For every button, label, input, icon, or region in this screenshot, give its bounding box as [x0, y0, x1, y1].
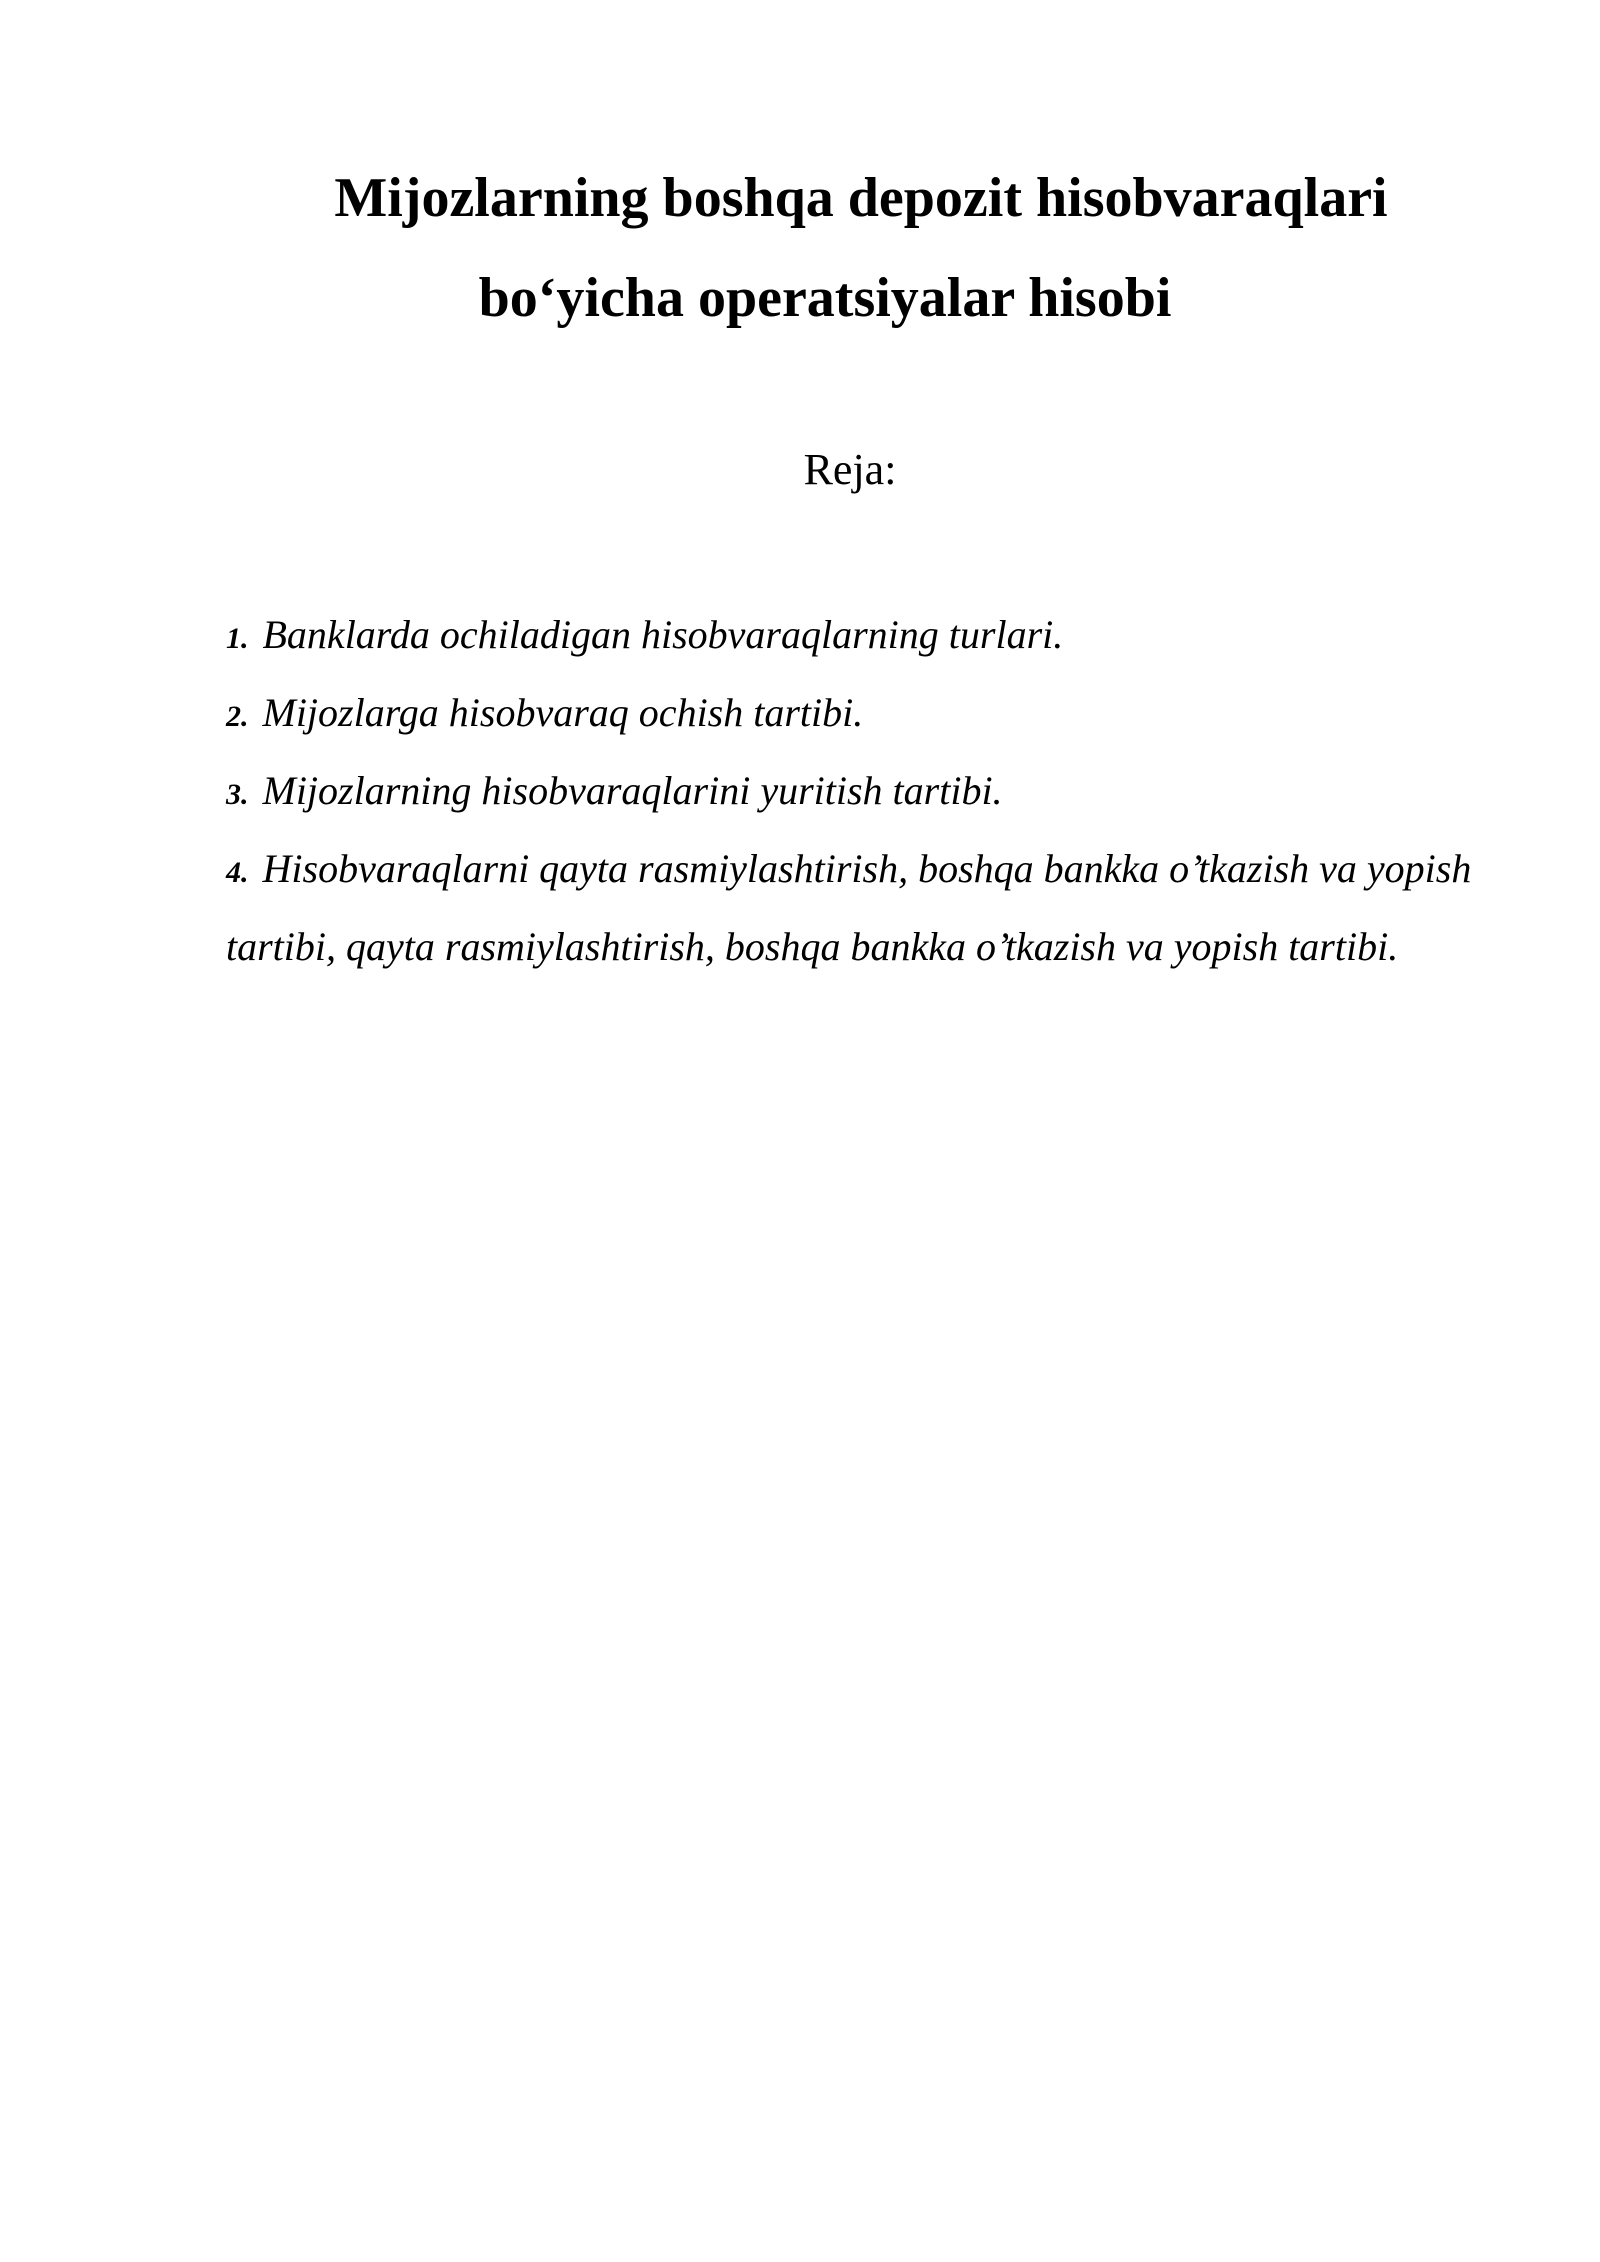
- plan-item-2: [226, 676, 1476, 754]
- plan-list: [226, 598, 1476, 984]
- plan-item-1: [226, 598, 1476, 676]
- document-title: [0, 148, 1600, 348]
- plan-item-number: 3.: [226, 778, 249, 811]
- plan-heading: Reja:: [803, 445, 897, 494]
- plan-item-number: 1.: [226, 622, 249, 655]
- plan-item-text: Mijozlarning hisobvaraqlarini yuritish tartibi.: [262, 768, 1003, 813]
- plan-item-number: 2.: [226, 700, 249, 733]
- plan-item-text: Hisobvaraqlarni qayta rasmiylashtirish, boshqa bankka o’tkazish va yopish tartibi, qayta rasmiylashtirish, boshqa bankka o’tkazish va yopish tartibi.: [226, 846, 1472, 969]
- title-line-1: Mijozlarning boshqa depozit hisobvaraqlari: [334, 167, 1388, 229]
- title-line-2: bo‘yicha operatsiyalar hisobi: [478, 267, 1172, 329]
- plan-item-text: Mijozlarga hisobvaraq ochish tartibi.: [262, 690, 864, 735]
- plan-item-text: Banklarda ochiladigan hisobvaraqlarning turlari.: [262, 612, 1064, 657]
- plan-item-4: [226, 832, 1476, 984]
- plan-item-number: 4.: [226, 856, 249, 889]
- plan-item-3: [226, 754, 1476, 832]
